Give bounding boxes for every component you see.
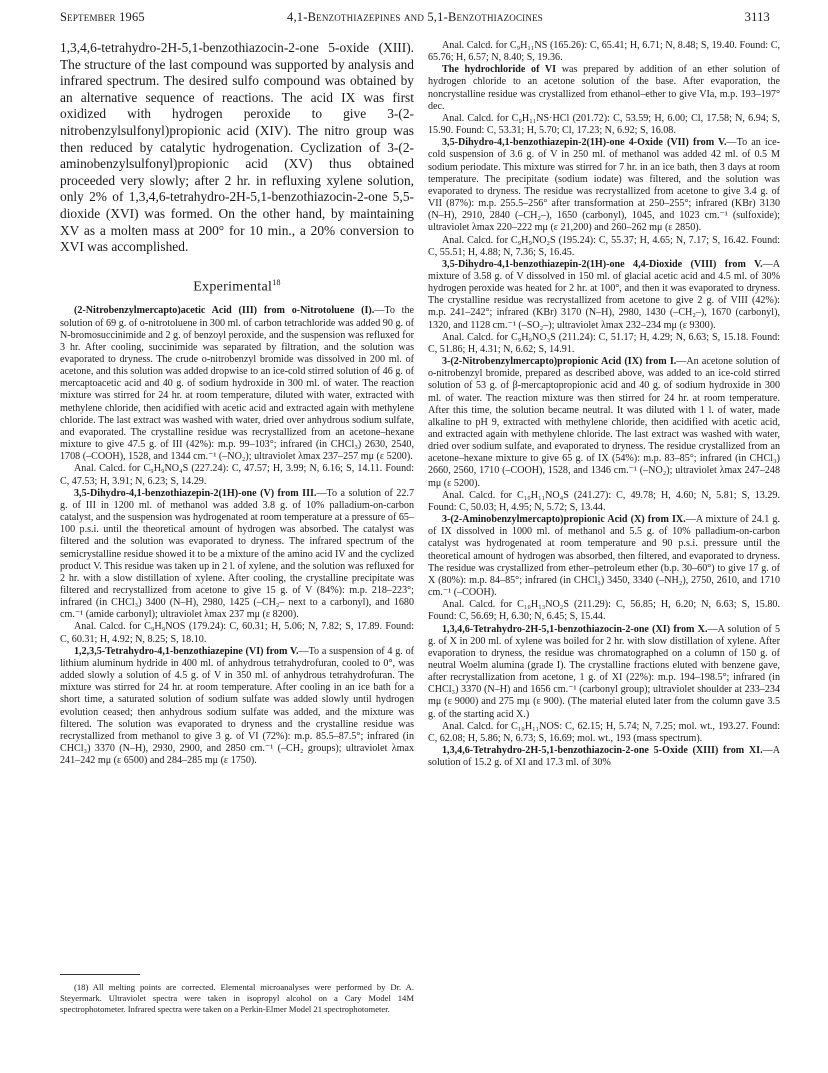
procedure-title: 1,3,4,6-Tetrahydro-2H-5,1-benzothiazocin-2-one 5-Oxide (XIII) from XI. — [442, 745, 763, 757]
procedure-paragraph — [60, 646, 414, 768]
procedure-paragraph — [428, 514, 780, 599]
procedure-body: —An acetone solution of o-nitrobenzyl bromide, prepared as described above, was added to an ice-cold stirred solution of 53 g. of β-mercaptopropionic acid and 40 g. of sodium hydroxide in 300 ml. of water. The reaction mixture was then stirred for 24 hr. at room temperature. After this time, the solution became neutral. It was diluted with 1 l. of water, made alkaline to pH 9, extracted with methylene chloride, then acidified with acetic acid, and extracted again with methylene chloride. The last extract was washed with water, dried over sodium sulfate, and evaporated to dryness. The residue crystallized from an acetone–hexane mixture to give 65 g. of IX (54%): m.p. 83–85°; infrared (in CHCl₃) 2660, 2560, 1710 (–COOH), 1528, and 1346 cm.⁻¹ (–NO₂); ultraviolet λmax 247–248 mμ (ε 5200). — [428, 356, 780, 489]
procedure-title: The hydrochloride of VI — [442, 64, 557, 76]
procedure-body: —A mixture of 24.1 g. of IX dissolved in 1000 ml. of methanol and 5.5 g. of 10% palladium-on-carbon catalyst was hydrogenated at room temperature and 90 p.s.i. pressure until the theoretical amount of hydrogen was absorbed, then filtered, and evaporated to dryness. The residue was crystallized from ether–petroleum ether (b.p. 30–60°) to give 17 g. of X (80%): m.p. 84–85°; infrared (in CHCl₃) 3450, 3340 (–NH₂), 2750, 2610, and 1710 cm.⁻¹ (–COOH). — [428, 514, 780, 599]
procedure-body: —A mixture of 3.58 g. of V dissolved in 150 ml. of glacial acetic acid and 4.5 ml. of 30% hydrogen peroxide was heated for 2 hr. at 100°, and then it was evaporated to dryness. The crystalline residue was recrystallized from acetone to give 2 g. of VIII (42%): m.p. 241–242°; infrared (KBr) 3170 (N–H), 2980, 1430 (–CH₂–), 1670 (carbonyl), 1320, and 1128 cm.⁻¹ (–SO₂–); ultraviolet λmax 232–234 mμ (ε 9300). — [428, 258, 780, 331]
right-column — [428, 40, 780, 769]
procedure-title: 3,5-Dihydro-4,1-benzothiazepin-2(1H)-one 4-Oxide (VII) from V. — [442, 137, 727, 149]
section-heading-text: Experimental — [193, 279, 273, 295]
footnote-marker: 18 — [272, 277, 281, 287]
procedure-title: 3-(2-Aminobenzylmercapto)propionic Acid (X) from IX. — [442, 514, 686, 526]
left-column — [60, 40, 414, 767]
procedure-paragraph — [428, 137, 780, 234]
analysis-line: Anal. Calcd. for C₁₀H₁₃NO₂S (211.29): C, 56.85; H, 6.20; N, 6.63; S, 15.80. Found: C, 56.69; H, 6.30; N, 6.45; S, 15.44. — [428, 599, 780, 623]
procedure-paragraph — [428, 356, 780, 490]
section-heading-experimental — [60, 278, 414, 296]
procedure-title: 3,5-Dihydro-4,1-benzothiazepin-2(1H)-one (V) from III. — [74, 487, 317, 499]
procedure-title: 3-(2-Nitrobenzylmercapto)propionic Acid (IX) from I. — [442, 356, 677, 368]
procedure-paragraph — [428, 745, 780, 769]
page-number: 3113 — [744, 10, 770, 24]
procedure-paragraph — [60, 488, 414, 622]
analysis-line: Anal. Calcd. for C₉H₉NO₄S (227.24): C, 47.57; H, 3.99; N, 6.16; S, 14.11. Found: C, 47.53; H, 3.91; N, 6.23; S, 14.29. — [60, 463, 414, 487]
analysis-line: Anal. Calcd. for C₉H₉NOS (179.24): C, 60.31; H, 5.06; N, 7.82; S, 17.89. Found: C, 60.31; H, 4.92; N, 8.25; S, 18.10. — [60, 621, 414, 645]
analysis-line: Anal. Calcd. for C₉H₉NO₃S (211.24): C, 51.17; H, 4.29; N, 6.63; S, 15.18. Found: C, 51.86; H, 4.31; N, 6.62; S, 14.91. — [428, 331, 780, 355]
running-head-date: September 1965 — [60, 10, 145, 24]
procedure-title: 1,3,4,6-Tetrahydro-2H-5,1-benzothiazocin-2-one (XI) from X. — [442, 623, 708, 635]
procedure-title: (2-Nitrobenzylmercapto)acetic Acid (III) from o-Nitrotoluene (I). — [74, 305, 375, 317]
analysis-line: Anal. Calcd. for C₁₀H₁₁NO₄S (241.27): C, 49.78; H, 4.60; N, 5.81; S, 13.29. Found: C, 50.03; H, 4.95; N, 5.72; S, 13.44. — [428, 489, 780, 513]
procedure-body: —To a solution of 22.7 g. of III in 1200 ml. of methanol was added 3.8 g. of 10% palladium-on-carbon catalyst, and the suspension was hydrogenated at room temperature at a pressure of 65–100 p.s.i. until the theoretical amount of hydrogen was absorbed. The catalyst was filtered and the solution was evaporated to dryness. The infrared spectrum of the semicrystalline residue showed it to be a mixture of the amino acid IV and the cyclized product V. This residue was taken up in 2 l. of xylene, and the solution was refluxed for 2 hr. with a slow distillation of xylene. After cooling, the crystalline precipitate was filtered and recrystallized from acetone to give 15 g. of V (84%): m.p. 218–223°; infrared (in CHCl₃) 3400 (N–H), 2980, 1425 (–CH₂– next to a carbonyl), and 1680 cm.⁻¹ (amide carbonyl); ultraviolet λmax 237 mμ (ε 8200). — [60, 487, 414, 621]
analysis-line: Anal. Calcd. for C₉H₁₁NS (165.26): C, 65.41; H, 6.71; N, 8.48; S, 19.40. Found: C, 65.76; H, 6.57; N, 8.40; S, 19.36. — [428, 40, 780, 64]
procedure-paragraph — [60, 305, 414, 463]
procedure-body: —To an ice-cold suspension of 3.6 g. of V in 250 ml. of methanol was added 42 ml. of 0.5 M sodium periodate. This mixture was stirred for 7 hr. in an ice bath, then 3 days at room temperature. The precipitate (sodium iodate) was filtered, and the solution was evaporated to dryness. The residue was recrystallized from acetone to give 3.4 g. of VII (87%): m.p. 255.5–256° after transformation at 250–255°; infrared (KBr) 3130 (N–H), 2910, 2840 (–CH₂–), 1650 (carbonyl), 1045, and 1023 cm.⁻¹ (sulfoxide); ultraviolet λmax 220–222 mμ (ε 21,200) and 260–262 mμ (ε 2850). — [428, 137, 780, 234]
procedure-paragraph — [428, 259, 780, 332]
footnote-divider — [60, 974, 140, 975]
procedure-paragraph — [428, 624, 780, 721]
procedure-body: —To the solution of 69 g. of o-nitrotoluene in 300 ml. of carbon tetrachloride was added 90 g. of N-bromosuccinimide and 2 g. of benzoyl peroxide, and the suspension was refluxed for 3 hr. After cooling, succinimide was separated by filtration, and the solution was evaporated to dryness. The crude o-nitrobenzyl bromide was dissolved in 200 ml. of acetone, and this solution was added dropwise to an ice-cold stirred solution of 46 g. of mercaptoacetic acid and 40 g. of sodium hydroxide in 300 ml. of water. The reaction mixture was stirred for 24 hr. at room temperature, diluted with water, extracted with methylene chloride, then acidified with acetic acid and extracted again with methylene chloride. The last extract was washed with water, dried over anhydrous sodium sulfate, and evaporated. The crystalline residue was recrystallized from an acetone–hexane mixture to give 47.5 g. of III (42%): m.p. 99–103°; infrared (in CHCl₃) 2630, 2540, 1708 (–COOH), 1528, and 1344 cm.⁻¹ (–NO₂); ultraviolet λmax 237–257 mμ (ε 5200). — [60, 305, 414, 463]
procedure-title: 3,5-Dihydro-4,1-benzothiazepin-2(1H)-one 4,4-Dioxide (VIII) from V. — [442, 258, 763, 270]
procedure-body: —A solution of 5 g. of X in 200 ml. of xylene was boiled for 2 hr. with slow distillation of xylene. After evaporation to dryness, the residue was chromatographed on a column of 150 g. of neutral Woelm alumina (grade I). The crystalline fractions eluted with benzene gave, after recrystallization from acetone, 1 g. of XI (22%): m.p. 194–198.5°; infrared (in CHCl₃) 3370 (N–H) and 1656 cm.⁻¹ (carbonyl group); ultraviolet shoulder at 233–234 mμ (ε 9000) and 275 mμ (ε 900). (The material eluted later from the column gave 3.5 g. of the starting acid X.) — [428, 623, 780, 720]
procedure-body: —To a suspension of 4 g. of lithium aluminum hydride in 400 ml. of anhydrous tetrahydrofuran, cooled to 0°, was added slowly a solution of 4.5 g. of V in 350 ml. of anhydrous tetrahydrofuran. The mixture was stirred for 24 hr. at room temperature. After cooling in an ice bath for a short time, a saturated solution of sodium sulfate was added slowly until hydrogen evolution ceased; then anhydrous sodium sulfate was added, and the mixture was filtered. The solution was evaporated to dryness and the crystalline residue was recrystallized from methanol to give 3 g. of VI (72%): m.p. 85.5–87.5°; infrared (in CHCl₃) 3370 (N–H), 2930, 2900, and 2850 cm.⁻¹ (–CH₂ groups); ultraviolet λmax 241–242 mμ (ε 6500) and 284–285 mμ (ε 1750). — [60, 645, 414, 767]
procedure-body: was prepared by addition of an ether solution of hydrogen chloride to an acetone solution of the base. After evaporation, the noncrystalline residue was crystallized from ethanol–ether to give VIa, m.p. 193–197° dec. — [428, 64, 780, 112]
footnote: (18) All melting points are corrected. Elemental microanalyses were performed by Dr. A. Steyermark. Ultraviolet spectra were taken in isopropyl alcohol on a Cary Model 14M spectrophotometer. Infrared spectra were taken on a Perkin-Elmer Model 21 spectrophotometer. — [60, 982, 414, 1014]
analysis-line: Anal. Calcd. for C₉H₉NO₂S (195.24): C, 55.37; H, 4.65; N, 7.17; S, 16.42. Found: C, 55.51; H, 4.88; N, 7.36; S, 16.45. — [428, 234, 780, 258]
procedure-paragraph — [428, 64, 780, 113]
analysis-line: Anal. Calcd. for C₉H₁₁NS·HCl (201.72): C, 53.59; H, 6.00; Cl, 17.58; N, 6.94; S, 15.90. Found: C, 53.31; H, 5.70; Cl, 17.23; N, 6.92; S, 16.08. — [428, 112, 780, 137]
procedure-title: 1,2,3,5-Tetrahydro-4,1-benzothiazepine (VI) from V. — [74, 645, 299, 657]
procedure-body: —A solution of 15.2 g. of XI and 17.3 ml. of 30% — [428, 745, 780, 769]
intro-paragraph: 1,3,4,6-tetrahydro-2H-5,1-benzothiazocin-2-one 5-oxide (XIII). The structure of the last compound was supported by analysis and infrared spectrum. The desired sulfo compound was obtained by an alternative sequence of reactions. The acid IX was first oxidized with hydrogen peroxide to give 3-(2-nitrobenzylsulfonyl)propionic acid (XIV). The nitro group was then reduced by catalytic hydrogenation. Cyclization of 3-(2-aminobenzylsulfonyl)propionic acid (XV) thus obtained proceeded very slowly; after 2 hr. in refluxing xylene solution, only 2% of 1,3,4,6-tetrahydro-2H-5,1-benzothiazocin-2-one 5,5-dioxide (XVI) was formed. On the other hand, by maintaining XV as a molten mass at 200° for 10 min., a 20% conversion to XVI was accomplished. — [60, 40, 414, 255]
running-head-title: 4,1-Benzothiazepines and 5,1-Benzothiazocines — [287, 10, 543, 24]
analysis-line: Anal. Calcd. for C₁₀H₁₁NOS: C, 62.15; H, 5.74; N, 7.25; mol. wt., 193.27. Found: C, 62.08; H, 5.86; N, 6.73; S, 16.69; mol. wt., 193 (mass spectrum). — [428, 720, 780, 744]
running-head — [60, 10, 770, 30]
